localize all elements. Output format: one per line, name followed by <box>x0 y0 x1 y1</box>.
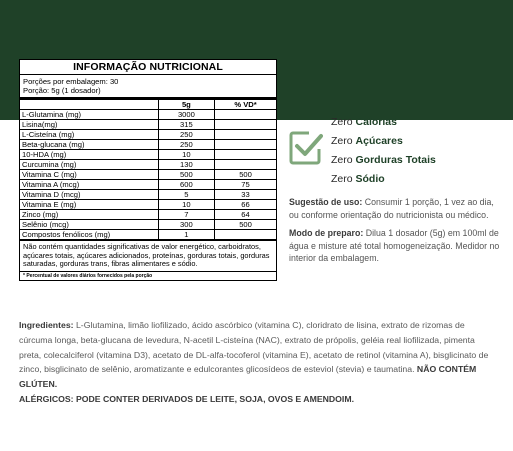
claim-word: Sódio <box>355 173 385 185</box>
nutrient-amount: 600 <box>158 180 214 190</box>
nutrition-note: Não contém quantidades significativas de valor energético, carboidratos, açúcares totais, açúcares adicionados, proteínas, gorduras totais, gorduras saturadas, gorduras trans, fibras alimentares e sódio. <box>20 240 276 271</box>
claim-prefix: Zero <box>331 154 353 166</box>
nutrient-dv: 66 <box>215 200 276 210</box>
nutrition-facts-table <box>19 59 277 281</box>
table-row <box>20 180 276 190</box>
nutrient-name: Compostos fenólicos (mg) <box>20 230 158 240</box>
table-header-row <box>20 100 276 110</box>
claim-prefix: Zero <box>331 135 353 147</box>
claim-item <box>331 151 436 170</box>
nutrient-amount: 315 <box>158 120 214 130</box>
allergens-statement: ALÉRGICOS: PODE CONTER DERIVADOS DE LEITE, SOJA, OVOS E AMENDOIM. <box>19 394 354 404</box>
nutrient-amount: 5 <box>158 190 214 200</box>
serving-size: Porção: 5g (1 dosador) <box>23 86 101 95</box>
gluten-statement: NÃO CONTÉM GLÚTEN. <box>19 364 477 390</box>
nutrient-name: Zinco (mg) <box>20 210 158 220</box>
nutrient-amount: 10 <box>158 150 214 160</box>
nutrient-dv: 500 <box>215 170 276 180</box>
table-row <box>20 110 276 120</box>
header-amount: 5g <box>158 100 214 110</box>
nutrient-amount: 250 <box>158 130 214 140</box>
nutrient-dv: 33 <box>215 190 276 200</box>
nutrient-name: Selênio (mcg) <box>20 220 158 230</box>
nutrient-dv <box>215 150 276 160</box>
nutrient-name: Vitamina E (mg) <box>20 200 158 210</box>
table-row <box>20 220 276 230</box>
nutrient-amount: 10 <box>158 200 214 210</box>
nutrient-dv <box>215 120 276 130</box>
prep-text: Dilua 1 dosador (5g) em 100ml de água e misture até total homogeneização. Medidor no interior da embalagem. <box>289 228 500 263</box>
serving-info <box>20 75 276 99</box>
table-row <box>20 150 276 160</box>
usage-instructions <box>289 196 501 271</box>
nutrient-dv: 75 <box>215 180 276 190</box>
claim-item <box>331 170 436 189</box>
ingredients-paragraph <box>19 318 497 392</box>
nutrient-name: 10-HDA (mg) <box>20 150 158 160</box>
nutrient-amount: 500 <box>158 170 214 180</box>
nutrient-dv <box>215 110 276 120</box>
claim-item <box>331 113 436 132</box>
nutrient-amount: 7 <box>158 210 214 220</box>
suggestion-label: Sugestão de uso: <box>289 197 363 207</box>
claim-word: Calorias <box>355 116 397 128</box>
header-dv: % VD* <box>215 100 276 110</box>
table-row <box>20 210 276 220</box>
claim-word: Açúcares <box>355 135 403 147</box>
nutrient-name: Vitamina D (mcg) <box>20 190 158 200</box>
claim-item <box>331 132 436 151</box>
usage-suggestion <box>289 196 501 221</box>
table-row <box>20 190 276 200</box>
nutrition-footnote: * Percentual de valores diários fornecidos pela porção <box>20 271 276 280</box>
nutrient-name: Beta-glucana (mg) <box>20 140 158 150</box>
claim-prefix: Zero <box>331 116 353 128</box>
nutrient-name: L-Glutamina (mg) <box>20 110 158 120</box>
claim-prefix: Zero <box>331 173 353 185</box>
table-row <box>20 170 276 180</box>
nutrient-dv: 64 <box>215 210 276 220</box>
nutrient-amount: 250 <box>158 140 214 150</box>
usage-preparation <box>289 227 501 265</box>
nutrition-title: INFORMAÇÃO NUTRICIONAL <box>20 60 276 75</box>
table-row <box>20 120 276 130</box>
table-row <box>20 140 276 150</box>
nutrient-name: Vitamina C (mg) <box>20 170 158 180</box>
nutrient-name: Vitamina A (mcg) <box>20 180 158 190</box>
zero-claims-list <box>331 113 436 189</box>
header-nutrient <box>20 100 158 110</box>
nutrient-name: L-Cisteína (mg) <box>20 130 158 140</box>
check-box-icon <box>289 131 323 165</box>
nutrient-dv: 500 <box>215 220 276 230</box>
nutrient-amount: 300 <box>158 220 214 230</box>
prep-label: Modo de preparo: <box>289 228 364 238</box>
nutrient-dv <box>215 160 276 170</box>
nutrient-dv <box>215 230 276 240</box>
table-row <box>20 230 276 240</box>
servings-per-package: Porções por embalagem: 30 <box>23 77 119 86</box>
nutrient-dv <box>215 130 276 140</box>
nutrient-dv <box>215 140 276 150</box>
nutrient-amount: 3000 <box>158 110 214 120</box>
table-row <box>20 130 276 140</box>
nutrient-amount: 130 <box>158 160 214 170</box>
nutrient-amount: 1 <box>158 230 214 240</box>
nutrient-table <box>20 99 276 240</box>
suggestion-text: Consumir 1 porção, 1 vez ao dia, ou conforme orientação do nutricionista ou médico. <box>289 197 494 220</box>
nutrient-name: Lisina(mg) <box>20 120 158 130</box>
table-row <box>20 160 276 170</box>
table-row <box>20 200 276 210</box>
nutrient-name: Curcumina (mg) <box>20 160 158 170</box>
claim-word: Gorduras Totais <box>355 154 436 166</box>
ingredients-text: L-Glutamina, limão liofilizado, ácido ascórbico (vitamina C), cloridrato de lisina, extrato de rizomas de cúrcuma longa, beta-glucana de levedura, N-acetil L-cisteína (NAC), extrato de própolis, geléia real liofilizada, pimenta preta, colecalciferol (vitamina D3), acetato de DL-alfa-tocoferol (vitamina E), acetato de retinol (vitamina A), bisglicinato de zinco, bisglicinato de selênio, aromatizante e edulcorantes glicosídeos de esteviol (stevia) e taumatina. <box>19 320 489 375</box>
ingredients-label: Ingredientes: <box>19 320 74 330</box>
